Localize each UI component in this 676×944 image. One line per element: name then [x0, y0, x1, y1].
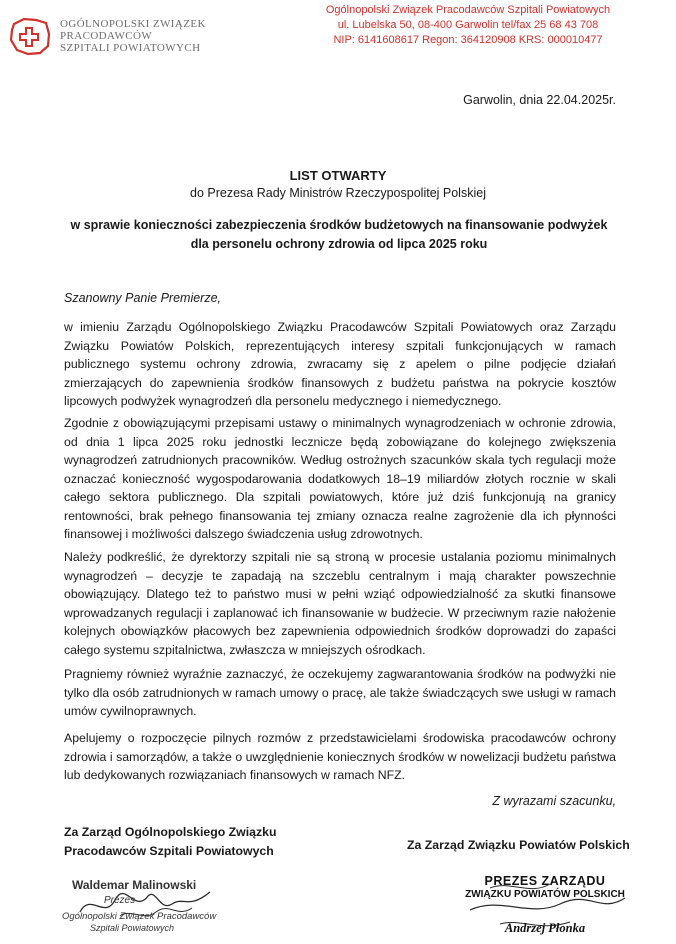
letter-subject: w sprawie konieczności zabezpieczenia środków budżetowych na finansowanie podwyżek dla personelu ochrony zdrowia od lipca 2025 roku — [70, 218, 608, 251]
paragraph-2: Zgodnie z obowiązującymi przepisami ustawy o minimalnych wynagrodzeniach w ochronie zdrowia, od dnia 1 lipca 2025 roku jednostki lecznicze będą zobowiązane do kolejnego zwiększenia wynagrodzeń zatrudnionych pracowników. Według ostrożnych szacunków skala tych regulacji może oznaczać konieczność wygospodarowania dodatkowych 18–19 miliardów złotych rocznie w skali całego sektora publicznego. Dla szpitali powiatowych, które już dziś funkcjonują na granicy rentowności, brak pełnego finansowania tej zmiany oznacza realne zagrożenie dla ich płynności finansowej i możliwości dalszego świadczenia usług zdrowotnych. — [64, 416, 616, 541]
paragraph-5: Apelujemy o rozpoczęcie pilnych rozmów z przedstawicielami środowiska pracodawców ochrony zdrowia i samorządów, a także o uwzględnienie koniecznych środków w nowelizacji budżetu państwa lub dedykowanych rozwiązaniach finansowych w ramach NFZ. — [64, 731, 616, 782]
signatory-left — [64, 823, 277, 861]
signatory-left-line-1: Za Zarząd Ogólnopolskiego Związku — [64, 825, 277, 839]
letter-addressee: do Prezesa Rady Ministrów Rzeczypospolitej Polskiej — [190, 186, 486, 200]
stamp-left — [60, 878, 230, 938]
organization-logo — [8, 14, 208, 66]
stamp-right-title: PREZES ZARZĄDU — [484, 874, 606, 888]
stamp-right-name: Andrzej Płonka — [504, 921, 586, 935]
logo-line-2: PRACODAWCÓW — [60, 30, 153, 42]
logo-line-3: SZPITALI POWIATOWYCH — [60, 42, 201, 54]
stamp-left-name: Waldemar Malinowski — [72, 878, 197, 892]
signatory-left-line-2: Pracodawców Szpitali Powiatowych — [64, 844, 274, 858]
letterhead-registry: NIP: 6141608617 Regon: 364120908 KRS: 000010477 — [333, 34, 603, 46]
letterhead-org-name: Ogólnopolski Związek Pracodawców Szpitali Powiatowych — [325, 4, 611, 16]
closing-phrase: Z wyrazami szacunku, — [492, 794, 616, 808]
letterhead — [268, 3, 668, 48]
stamp-left-role: Prezes — [104, 895, 136, 906]
stamp-right-org: ZWIĄZKU POWIATÓW POLSKICH — [465, 889, 625, 900]
signatory-right: Za Zarząd Związku Powiatów Polskich — [407, 838, 630, 852]
paragraph-4: Pragniemy również wyraźnie zaznaczyć, że oczekujemy zagwarantowania środków na podwyżki nie tylko dla osób zatrudnionych w ramach umowy o pracę, ale także świadczących swe usługi w ramach umów cywilnoprawnych. — [64, 667, 616, 718]
logo-line-1: OGÓLNOPOLSKI ZWIĄZEK — [60, 18, 206, 30]
place-and-date: Garwolin, dnia 22.04.2025r. — [463, 93, 616, 107]
logo-text — [60, 18, 206, 54]
stamp-left-org: Ogólnopolski Związek Pracodawców — [62, 911, 217, 922]
greeting: Szanowny Panie Premierze, — [64, 291, 222, 305]
stamp-right — [460, 874, 630, 940]
letter-title: LIST OTWARTY — [289, 168, 387, 183]
stamp-left-org-2: Szpitali Powiatowych — [90, 923, 175, 933]
paragraph-1: w imieniu Zarządu Ogólnopolskiego Związku Pracodawców Szpitali Powiatowych oraz Zarządu Związku Powiatów Polskich, reprezentujących interesy szpitali funkcjonujących w ramach publicznego systemu ochrony zdrowia, zwracamy się z apelem o pilne podjęcie działań zmierzających do zapewnienia środków finansowych z budżetu państwa na pokrycie kosztów lipcowych podwyżek wynagrodzeń dla personelu medycznego i niemedycznego. — [64, 320, 616, 408]
letterhead-address: ul. Lubelska 50, 08-400 Garwolin tel/fax 25 68 43 708 — [337, 19, 599, 31]
poland-map-with-red-cross-icon — [8, 16, 52, 56]
paragraph-3: Należy podkreślić, że dyrektorzy szpitali nie są stroną w procesie ustalania poziomu minimalnych wynagrodzeń – decyzje te zapadają na szczeblu centralnym i mają charakter powszechnie obowiązujący. Dlatego też to państwo musi w pełni wziąć odpowiedzialność za skutki finansowe wprowadzanych regulacji i zaplanować ich finansowanie w budżecie. W przeciwnym razie nałożenie kolejnych obowiązków płacowych bez zapewnienia odpowiednich środków doprowadzi do zapaści całego systemu szpitalnictwa, zwłaszcza w mniejszych ośrodkach. — [64, 550, 616, 657]
